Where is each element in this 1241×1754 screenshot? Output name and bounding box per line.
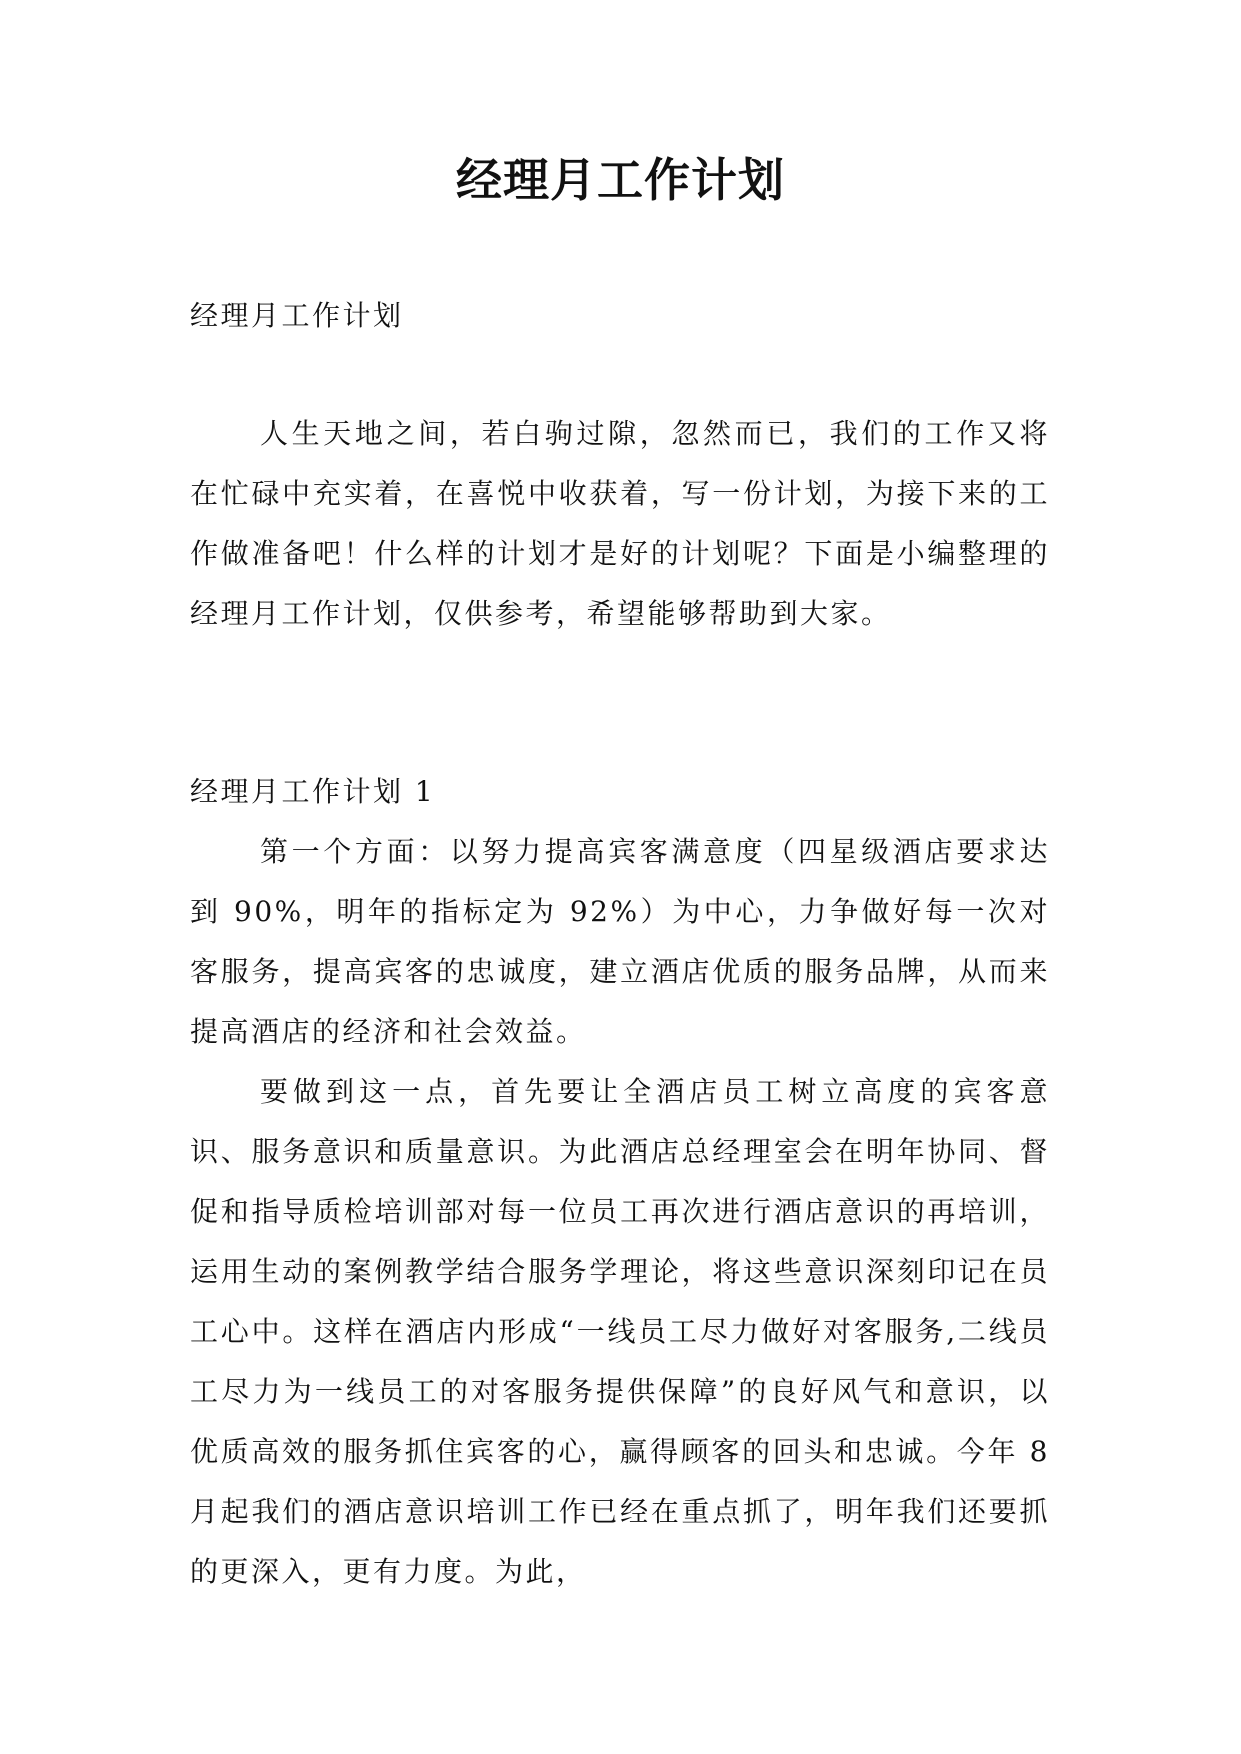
- section-heading: 经理月工作计划 1: [190, 775, 436, 808]
- document-subtitle: 经理月工作计划: [190, 299, 404, 332]
- body-paragraph: 第一个方面：以努力提高宾客满意度（四星级酒店要求达到 90%，明年的指标定为 92%）为中心，力争做好每一次对客服务，提高宾客的忠诚度，建立酒店优质的服务品牌，从而来提高酒店的经济和社会效益。: [190, 835, 1050, 1048]
- body-paragraph: 要做到这一点，首先要让全酒店员工树立高度的宾客意识、服务意识和质量意识。为此酒店总经理室会在明年协同、督促和指导质检培训部对每一位员工再次进行酒店意识的再培训，运用生动的案例教学结合服务学理论，将这些意识深刻印记在员工心中。这样在酒店内形成“一线员工尽力做好对客服务,二线员工尽力为一线员工的对客服务提供保障”的良好风气和意识，以优质高效的服务抓住宾客的心，赢得顾客的回头和忠诚。今年 8 月起我们的酒店意识培训工作已经在重点抓了，明年我们还要抓的更深入，更有力度。为此，: [190, 1075, 1050, 1588]
- document-title: 经理月工作计划: [456, 153, 785, 207]
- intro-paragraph: 人生天地之间，若白驹过隙，忽然而已，我们的工作又将在忙碌中充实着，在喜悦中收获着，写一份计划，为接下来的工作做准备吧！什么样的计划才是好的计划呢？下面是小编整理的经理月工作计划，仅供参考，希望能够帮助到大家。: [190, 417, 1050, 630]
